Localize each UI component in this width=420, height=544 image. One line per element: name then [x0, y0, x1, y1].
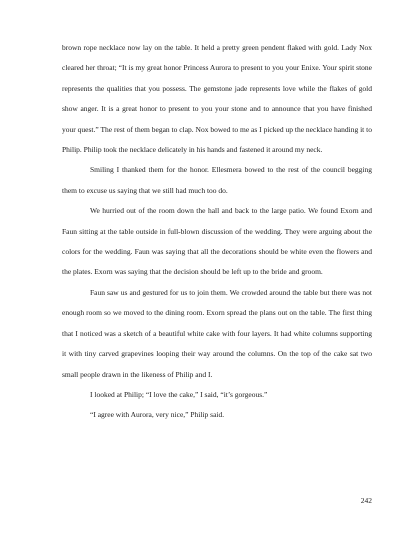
paragraph: brown rope necklace now lay on the table. It held a pretty green pendent flaked with gold. Lady Nox cleared her throat; “It is my great honor Princess Aurora to present to you your Enixe. Your spirit stone represents the qualities that you possess. The gemstone jade represents love while the flakes of gold show anger. It is a great honor to present to you your stone and to announce that you have finished your quest.” The rest of them began to clap. Nox bowed to me as I picked up the necklace handing it to Philip. Philip took the necklace delicately in his hands and fastened it around my neck.	[62, 43, 372, 155]
paragraph: “I agree with Aurora, very nice,” Philip said.	[90, 410, 225, 420]
paragraph: We hurried out of the room down the hall and back to the large patio. We found Exorn and Faun sitting at the table outside in full-blown discussion of the wedding. They were arguing about the colors for the wedding. Faun was saying that all the decorations should be white even the flowers and the plates. Exorn was saying that the decision should be left up to the bride and groom.	[62, 206, 372, 277]
paragraph: I looked at Philip; “I love the cake,” I said, “it’s gorgeous.”	[90, 389, 268, 399]
paragraph: Smiling I thanked them for the honor. Ellesmera bowed to the rest of the council begging them to excuse us saying that we still had much too do.	[62, 165, 372, 195]
paragraph: Faun saw us and gestured for us to join them. We crowded around the table but there was not enough room so we moved to the dining room. Exorn spread the plans out on the table. The first thing that I noticed was a sketch of a beautiful white cake with four layers. It had white columns supporting it with tiny carved grapevines looping their way around the columns. On the top of the cake sat two small people drawn in the likeness of Philip and I.	[62, 287, 372, 379]
page-number: 242	[360, 496, 372, 505]
body-text	[62, 38, 372, 426]
